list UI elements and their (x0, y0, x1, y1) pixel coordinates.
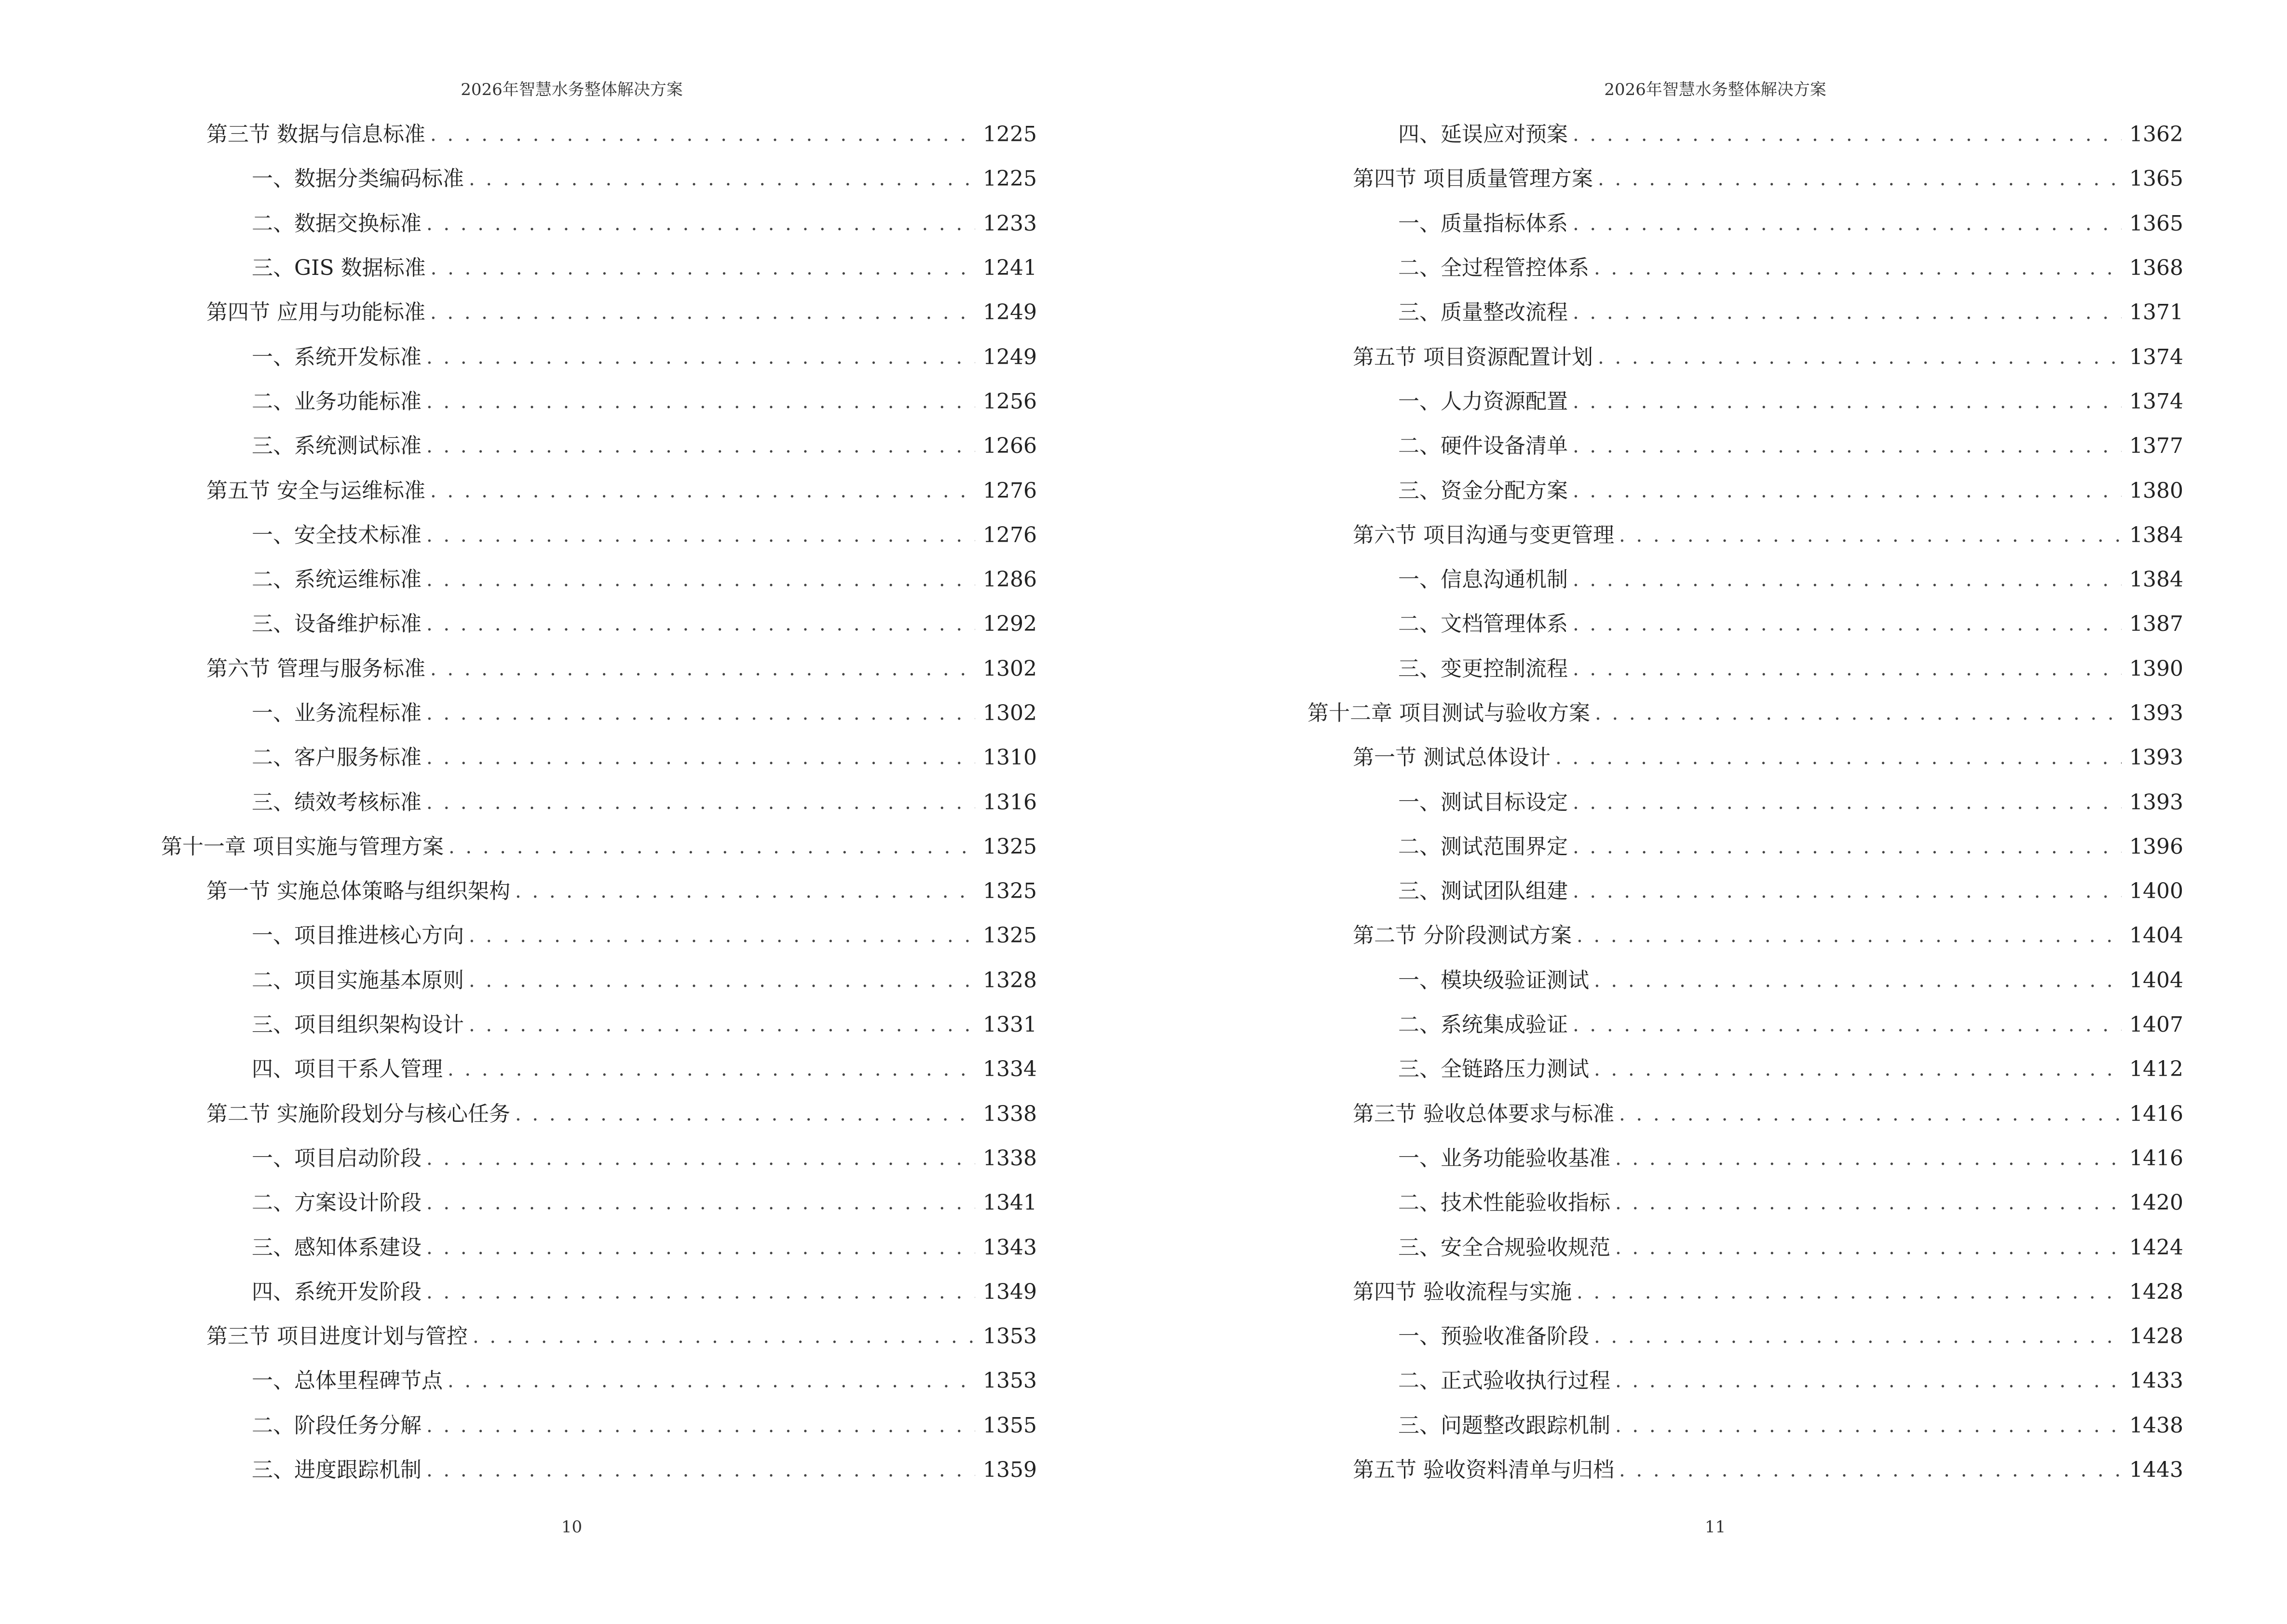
toc-entry-page-number: 1286 (983, 567, 1037, 592)
toc-entry-page-number: 1359 (983, 1458, 1037, 1483)
dot-leader (1555, 743, 2122, 772)
toc-entry-page-number: 1225 (983, 166, 1037, 191)
toc-entry-title: 一、项目启动阶段 (252, 1146, 422, 1171)
toc-list (161, 112, 1037, 1492)
dot-leader (1573, 298, 2122, 327)
toc-entry-page-number: 1328 (983, 968, 1037, 993)
toc-entry-title: 三、系统测试标准 (252, 434, 422, 459)
toc-subsection-entry[interactable] (1307, 424, 2183, 468)
toc-entry-title: 第五节 验收资料清单与归档 (1353, 1458, 1614, 1483)
toc-entry-page-number: 1338 (983, 1146, 1037, 1171)
toc-entry-page-number: 1249 (983, 300, 1037, 325)
toc-entry-page-number: 1393 (2129, 701, 2183, 725)
toc-subsection-entry[interactable] (161, 958, 1037, 1003)
toc-entry-title: 三、项目组织架构设计 (252, 1012, 464, 1037)
toc-entry-page-number: 1393 (2129, 790, 2183, 815)
dot-leader (430, 298, 975, 327)
dot-leader (430, 120, 975, 149)
toc-chapter-entry[interactable] (1307, 691, 2183, 736)
toc-subsection-entry[interactable] (161, 1003, 1037, 1047)
toc-entry-title: 三、进度跟踪机制 (252, 1458, 422, 1483)
toc-entry-title: 第三节 数据与信息标准 (206, 122, 425, 147)
dot-leader (469, 1010, 975, 1039)
toc-subsection-entry[interactable] (161, 380, 1037, 424)
toc-subsection-entry[interactable] (161, 157, 1037, 201)
toc-entry-title: 第五节 安全与运维标准 (206, 478, 425, 503)
running-header: 2026年智慧水务整体解决方案 (1604, 80, 1826, 99)
toc-subsection-entry[interactable] (1307, 1047, 2183, 1092)
toc-subsection-entry[interactable] (161, 1047, 1037, 1092)
toc-subsection-entry[interactable] (161, 1136, 1037, 1181)
toc-subsection-entry[interactable] (1307, 780, 2183, 824)
dot-leader (1615, 1366, 2122, 1395)
dot-leader (426, 743, 975, 772)
toc-subsection-entry[interactable] (1307, 202, 2183, 246)
toc-entry-page-number: 1396 (2129, 834, 2183, 859)
toc-subsection-entry[interactable] (161, 691, 1037, 736)
dot-leader (426, 610, 975, 639)
toc-entry-page-number: 1428 (2129, 1324, 2183, 1349)
dot-leader (448, 1366, 975, 1395)
toc-subsection-entry[interactable] (1307, 1404, 2183, 1448)
dot-leader (426, 209, 975, 238)
toc-entry-page-number: 1374 (2129, 344, 2183, 369)
dot-leader (1594, 966, 2122, 995)
dot-leader (1573, 565, 2122, 594)
toc-entry-page-number: 1338 (983, 1101, 1037, 1126)
toc-entry-title: 第四节 应用与功能标准 (206, 300, 425, 325)
toc-entry-page-number: 1325 (983, 923, 1037, 948)
toc-entry-page-number: 1365 (2129, 211, 2183, 236)
dot-leader (1615, 1233, 2122, 1262)
toc-subsection-entry[interactable] (161, 914, 1037, 958)
toc-entry-title: 第二节 实施阶段划分与核心任务 (206, 1101, 510, 1126)
toc-entry-page-number: 1416 (2129, 1146, 2183, 1171)
toc-entry-page-number: 1302 (983, 701, 1037, 725)
toc-entry-title: 第二节 分阶段测试方案 (1353, 923, 1572, 948)
toc-entry-page-number: 1420 (2129, 1190, 2183, 1215)
toc-entry-title: 三、安全合规验收规范 (1398, 1235, 1610, 1260)
dot-leader (1573, 788, 2122, 817)
toc-entry-page-number: 1438 (2129, 1413, 2183, 1438)
dot-leader (1573, 477, 2122, 505)
toc-entry-page-number: 1241 (983, 256, 1037, 281)
toc-entry-page-number: 1292 (983, 612, 1037, 637)
toc-entry-page-number: 1325 (983, 879, 1037, 904)
toc-entry-title: 二、方案设计阶段 (252, 1190, 422, 1215)
toc-entry-title: 一、人力资源配置 (1398, 389, 1568, 414)
dot-leader (1573, 1010, 2122, 1039)
toc-entry-page-number: 1331 (983, 1012, 1037, 1037)
toc-entry-title: 三、绩效考核标准 (252, 790, 422, 815)
dot-leader (1573, 120, 2122, 149)
toc-section-entry[interactable] (1307, 513, 2183, 558)
toc-subsection-entry[interactable] (1307, 825, 2183, 869)
toc-entry-page-number: 1310 (983, 745, 1037, 770)
dot-leader (449, 832, 975, 861)
toc-entry-title: 一、数据分类编码标准 (252, 166, 464, 191)
toc-entry-title: 三、感知体系建设 (252, 1235, 422, 1260)
toc-entry-page-number: 1404 (2129, 923, 2183, 948)
toc-subsection-entry[interactable] (161, 602, 1037, 646)
toc-entry-title: 一、预验收准备阶段 (1398, 1324, 1589, 1349)
toc-entry-title: 二、业务功能标准 (252, 389, 422, 414)
dot-leader (1615, 1188, 2122, 1217)
toc-entry-page-number: 1362 (2129, 122, 2183, 147)
toc-entry-title: 三、设备维护标准 (252, 612, 422, 637)
toc-section-entry[interactable] (1307, 1448, 2183, 1492)
toc-entry-title: 三、质量整改流程 (1398, 300, 1568, 325)
toc-chapter-entry[interactable] (161, 825, 1037, 869)
toc-entry-title: 三、问题整改跟踪机制 (1398, 1413, 1610, 1438)
toc-entry-title: 三、全链路压力测试 (1398, 1057, 1589, 1082)
toc-entry-page-number: 1353 (983, 1324, 1037, 1349)
toc-entry-page-number: 1390 (2129, 656, 2183, 681)
toc-entry-page-number: 1371 (2129, 300, 2183, 325)
toc-entry-title: 第三节 验收总体要求与标准 (1353, 1101, 1614, 1126)
toc-entry-title: 三、资金分配方案 (1398, 478, 1568, 503)
toc-entry-page-number: 1355 (983, 1413, 1037, 1438)
toc-section-entry[interactable] (161, 647, 1037, 691)
page-number-footer: 11 (1704, 1517, 1726, 1537)
toc-entry-page-number: 1433 (2129, 1368, 2183, 1393)
dot-leader (430, 655, 975, 683)
toc-section-entry[interactable] (1307, 914, 2183, 958)
toc-subsection-entry[interactable] (1307, 869, 2183, 914)
toc-entry-page-number: 1368 (2129, 256, 2183, 281)
toc-entry-title: 二、技术性能验收指标 (1398, 1190, 1610, 1215)
toc-entry-page-number: 1276 (983, 478, 1037, 503)
toc-entry-title: 第四节 项目质量管理方案 (1353, 166, 1593, 191)
toc-subsection-entry[interactable] (1307, 290, 2183, 335)
toc-entry-page-number: 1374 (2129, 389, 2183, 414)
dot-leader (515, 1100, 975, 1129)
toc-section-entry[interactable] (161, 112, 1037, 157)
dot-leader (426, 432, 975, 461)
toc-subsection-entry[interactable] (1307, 958, 2183, 1003)
dot-leader (426, 788, 975, 817)
toc-entry-title: 四、项目干系人管理 (252, 1057, 443, 1082)
toc-page-right (1144, 0, 2287, 1624)
dot-leader (515, 877, 975, 906)
toc-entry-page-number: 1266 (983, 434, 1037, 459)
toc-entry-title: 一、信息沟通机制 (1398, 567, 1568, 592)
toc-entry-page-number: 1325 (983, 834, 1037, 859)
dot-leader (426, 1411, 975, 1440)
toc-subsection-entry[interactable] (161, 246, 1037, 290)
toc-section-entry[interactable] (1307, 1270, 2183, 1314)
toc-entry-page-number: 1377 (2129, 434, 2183, 459)
dot-leader (469, 921, 975, 950)
toc-subsection-entry[interactable] (1307, 1136, 2183, 1181)
toc-entry-title: 一、测试目标设定 (1398, 790, 1568, 815)
toc-entry-title: 一、业务流程标准 (252, 701, 422, 725)
toc-entry-page-number: 1428 (2129, 1279, 2183, 1304)
toc-subsection-entry[interactable] (161, 1404, 1037, 1448)
toc-entry-title: 二、客户服务标准 (252, 745, 422, 770)
toc-section-entry[interactable] (1307, 335, 2183, 379)
toc-section-entry[interactable] (161, 1092, 1037, 1136)
toc-subsection-entry[interactable] (1307, 468, 2183, 513)
dot-leader (426, 1278, 975, 1307)
dot-leader (469, 164, 975, 193)
toc-entry-title: 二、系统集成验证 (1398, 1012, 1568, 1037)
toc-section-entry[interactable] (161, 290, 1037, 335)
toc-entry-title: 第一节 实施总体策略与组织架构 (206, 879, 510, 904)
dot-leader (1573, 209, 2122, 238)
toc-subsection-entry[interactable] (1307, 380, 2183, 424)
toc-subsection-entry[interactable] (1307, 1359, 2183, 1403)
toc-subsection-entry[interactable] (161, 1448, 1037, 1492)
toc-entry-page-number: 1443 (2129, 1458, 2183, 1483)
toc-entry-title: 四、延误应对预案 (1398, 122, 1568, 147)
toc-entry-title: 二、正式验收执行过程 (1398, 1368, 1610, 1393)
toc-entry-page-number: 1407 (2129, 1012, 2183, 1037)
dot-leader (1598, 343, 2122, 372)
toc-subsection-entry[interactable] (161, 424, 1037, 468)
toc-section-entry[interactable] (1307, 157, 2183, 201)
toc-entry-page-number: 1412 (2129, 1057, 2183, 1082)
dot-leader (1577, 921, 2122, 950)
toc-subsection-entry[interactable] (161, 736, 1037, 780)
dot-leader (426, 1144, 975, 1173)
dot-leader (1573, 387, 2122, 416)
toc-subsection-entry[interactable] (1307, 602, 2183, 646)
dot-leader (1573, 832, 2122, 861)
dot-leader (426, 343, 975, 372)
toc-entry-page-number: 1302 (983, 656, 1037, 681)
toc-entry-title: 二、文档管理体系 (1398, 612, 1568, 637)
dot-leader (430, 477, 975, 505)
dot-leader (431, 254, 975, 283)
toc-entry-title: 第十一章 项目实施与管理方案 (161, 834, 444, 859)
toc-section-entry[interactable] (161, 1314, 1037, 1359)
toc-subsection-entry[interactable] (161, 335, 1037, 379)
toc-section-entry[interactable] (1307, 1092, 2183, 1136)
toc-subsection-entry[interactable] (161, 780, 1037, 824)
toc-entry-page-number: 1316 (983, 790, 1037, 815)
toc-subsection-entry[interactable] (1307, 1225, 2183, 1269)
dot-leader (1598, 164, 2122, 193)
dot-leader (1619, 521, 2122, 550)
toc-entry-page-number: 1393 (2129, 745, 2183, 770)
toc-entry-title: 一、质量指标体系 (1398, 211, 1568, 236)
toc-subsection-entry[interactable] (1307, 112, 2183, 157)
toc-entry-page-number: 1343 (983, 1235, 1037, 1260)
toc-subsection-entry[interactable] (161, 558, 1037, 602)
dot-leader (473, 1322, 975, 1351)
dot-leader (426, 387, 975, 416)
dot-leader (426, 699, 975, 728)
toc-entry-title: 二、项目实施基本原则 (252, 968, 464, 993)
toc-entry-title: 三、测试团队组建 (1398, 879, 1568, 904)
toc-entry-page-number: 1341 (983, 1190, 1037, 1215)
toc-entry-title: 四、系统开发阶段 (252, 1279, 422, 1304)
dot-leader (1594, 254, 2122, 283)
toc-entry-title: 一、总体里程碑节点 (252, 1368, 443, 1393)
toc-subsection-entry[interactable] (161, 1270, 1037, 1314)
toc-subsection-entry[interactable] (161, 1225, 1037, 1269)
dot-leader (448, 1055, 975, 1084)
dot-leader (426, 565, 975, 594)
toc-entry-title: 二、全过程管控体系 (1398, 256, 1589, 281)
toc-entry-page-number: 1380 (2129, 478, 2183, 503)
toc-subsection-entry[interactable] (1307, 1181, 2183, 1225)
toc-subsection-entry[interactable] (161, 1181, 1037, 1225)
toc-subsection-entry[interactable] (161, 1359, 1037, 1403)
toc-entry-page-number: 1387 (2129, 612, 2183, 637)
toc-subsection-entry[interactable] (1307, 558, 2183, 602)
toc-entry-page-number: 1276 (983, 522, 1037, 547)
toc-entry-title: 一、业务功能验收基准 (1398, 1146, 1610, 1171)
toc-section-entry[interactable] (161, 468, 1037, 513)
toc-subsection-entry[interactable] (161, 202, 1037, 246)
toc-entry-title: 第六节 项目沟通与变更管理 (1353, 522, 1614, 547)
toc-section-entry[interactable] (161, 869, 1037, 914)
toc-entry-page-number: 1416 (2129, 1101, 2183, 1126)
toc-entry-title: 二、数据交换标准 (252, 211, 422, 236)
toc-entry-title: 二、硬件设备清单 (1398, 434, 1568, 459)
toc-entry-title: 二、测试范围界定 (1398, 834, 1568, 859)
toc-subsection-entry[interactable] (1307, 1003, 2183, 1047)
dot-leader (1573, 432, 2122, 461)
toc-entry-page-number: 1225 (983, 122, 1037, 147)
toc-entry-page-number: 1334 (983, 1057, 1037, 1082)
toc-entry-title: 第一节 测试总体设计 (1353, 745, 1551, 770)
page-number-footer: 10 (561, 1517, 583, 1537)
toc-entry-page-number: 1404 (2129, 968, 2183, 993)
toc-entry-title: 第三节 项目进度计划与管控 (206, 1324, 468, 1349)
dot-leader (426, 1456, 975, 1485)
toc-entry-title: 一、项目推进核心方向 (252, 923, 464, 948)
dot-leader (1594, 1322, 2122, 1351)
dot-leader (1573, 655, 2122, 683)
toc-entry-title: 一、系统开发标准 (252, 344, 422, 369)
toc-subsection-entry[interactable] (1307, 647, 2183, 691)
dot-leader (1577, 1278, 2122, 1307)
toc-subsection-entry[interactable] (1307, 1314, 2183, 1359)
toc-entry-page-number: 1256 (983, 389, 1037, 414)
toc-entry-page-number: 1424 (2129, 1235, 2183, 1260)
toc-entry-page-number: 1384 (2129, 522, 2183, 547)
dot-leader (426, 1233, 975, 1262)
toc-entry-title: 二、阶段任务分解 (252, 1413, 422, 1438)
toc-entry-page-number: 1249 (983, 344, 1037, 369)
dot-leader (1615, 1144, 2122, 1173)
toc-subsection-entry[interactable] (1307, 246, 2183, 290)
dot-leader (469, 966, 975, 995)
toc-entry-title: 三、GIS 数据标准 (252, 256, 426, 281)
toc-entry-page-number: 1349 (983, 1279, 1037, 1304)
toc-entry-page-number: 1233 (983, 211, 1037, 236)
toc-entry-page-number: 1365 (2129, 166, 2183, 191)
toc-entry-title: 第十二章 项目测试与验收方案 (1307, 701, 1590, 725)
toc-entry-page-number: 1353 (983, 1368, 1037, 1393)
dot-leader (1615, 1411, 2122, 1440)
toc-section-entry[interactable] (1307, 736, 2183, 780)
toc-subsection-entry[interactable] (161, 513, 1037, 558)
toc-entry-title: 一、模块级验证测试 (1398, 968, 1589, 993)
toc-entry-title: 二、系统运维标准 (252, 567, 422, 592)
dot-leader (1595, 699, 2122, 728)
dot-leader (1619, 1100, 2122, 1129)
dot-leader (426, 521, 975, 550)
toc-entry-page-number: 1384 (2129, 567, 2183, 592)
dot-leader (1573, 610, 2122, 639)
dot-leader (1594, 1055, 2122, 1084)
toc-entry-title: 三、变更控制流程 (1398, 656, 1568, 681)
running-header: 2026年智慧水务整体解决方案 (461, 80, 683, 99)
dot-leader (1619, 1456, 2122, 1485)
toc-entry-title: 第五节 项目资源配置计划 (1353, 344, 1593, 369)
toc-entry-title: 一、安全技术标准 (252, 522, 422, 547)
toc-entry-title: 第六节 管理与服务标准 (206, 656, 425, 681)
toc-entry-page-number: 1400 (2129, 879, 2183, 904)
toc-list (1307, 112, 2183, 1492)
toc-entry-title: 第四节 验收流程与实施 (1353, 1279, 1572, 1304)
dot-leader (1573, 877, 2122, 906)
dot-leader (426, 1188, 975, 1217)
